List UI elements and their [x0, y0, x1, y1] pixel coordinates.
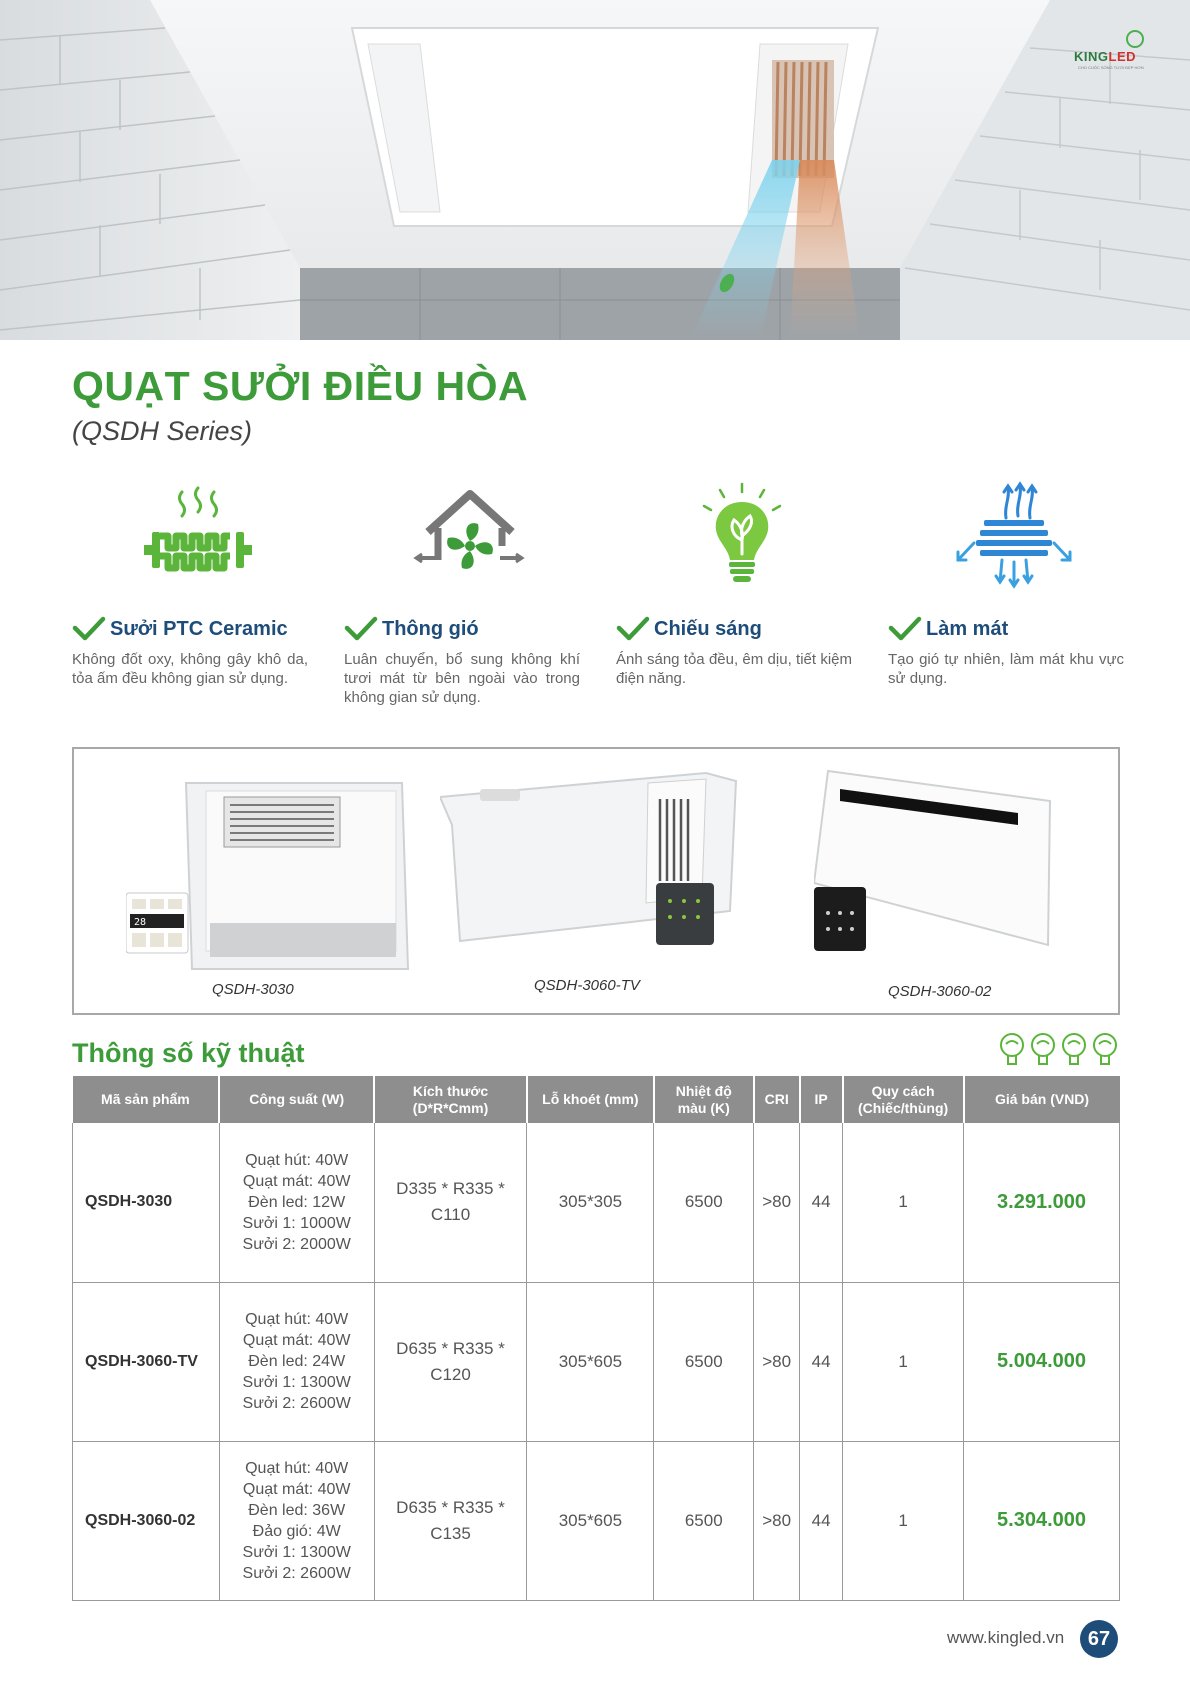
feature-name: Chiếu sáng [654, 617, 762, 640]
feature-ventilation [344, 480, 580, 707]
table-row [73, 1123, 1120, 1282]
table-header-row [73, 1076, 1120, 1123]
check-icon [344, 616, 378, 642]
product-image-qsdh-3060-02 [814, 769, 1064, 955]
cell-power: Quạt hút: 40W Quạt mát: 40W Đèn led: 12W Sưởi 1: 1000W Sưởi 2: 2000W [219, 1123, 374, 1282]
specs-title: Thông số kỹ thuật [72, 1038, 305, 1068]
feature-name: Thông gió [382, 617, 479, 640]
feature-desc: Tạo gió tự nhiên, làm mát khu vực sử dụng. [888, 651, 1124, 687]
cell-cct: 6500 [654, 1123, 754, 1282]
logo-text: KINGLED [1074, 49, 1136, 64]
cell-ip: 44 [800, 1123, 843, 1282]
col-header-price: Giá bán (VND) [964, 1076, 1120, 1123]
col-header-pack: Quy cách (Chiếc/thùng) [843, 1076, 964, 1123]
cell-price: 5.304.000 [964, 1441, 1120, 1600]
energy-saving-bulbs-icon [998, 1032, 1122, 1068]
table-row [73, 1282, 1120, 1441]
cell-cutout: 305*305 [527, 1123, 654, 1282]
feature-desc: Ánh sáng tỏa đều, êm dịu, tiết kiệm điện năng. [616, 651, 852, 687]
cell-pack: 1 [843, 1282, 964, 1441]
hero-banner [0, 0, 1190, 340]
cell-cct: 6500 [654, 1441, 754, 1600]
feature-heating [72, 480, 308, 688]
page-subtitle: (QSDH Series) [72, 416, 253, 446]
cell-size: D635 * R335 * C120 [374, 1282, 527, 1441]
product-image-qsdh-3030 [126, 775, 436, 975]
cell-power: Quạt hút: 40W Quạt mát: 40W Đèn led: 24W Sưởi 1: 1300W Sưởi 2: 2600W [219, 1282, 374, 1441]
cell-cri: >80 [754, 1123, 800, 1282]
hero-photo [0, 0, 1190, 340]
cell-price: 5.004.000 [964, 1282, 1120, 1441]
col-header-cct: Nhiệt độ màu (K) [654, 1076, 754, 1123]
cell-ip: 44 [800, 1441, 843, 1600]
col-header-cutout: Lỗ khoét (mm) [527, 1076, 654, 1123]
cell-pack: 1 [843, 1123, 964, 1282]
cell-power: Quạt hút: 40W Quạt mát: 40W Đèn led: 36W Đảo gió: 4W Sưởi 1: 1300W Sưởi 2: 2600W [219, 1441, 374, 1600]
product-caption: QSDH-3060-TV [534, 977, 640, 994]
house-fan-icon [410, 480, 530, 590]
cell-price: 3.291.000 [964, 1123, 1120, 1282]
check-icon [616, 616, 650, 642]
cell-cutout: 305*605 [527, 1282, 654, 1441]
cell-cri: >80 [754, 1282, 800, 1441]
cell-size: D635 * R335 * C135 [374, 1441, 527, 1600]
cell-size: D335 * R335 * C110 [374, 1123, 527, 1282]
feature-name: Làm mát [926, 617, 1009, 640]
product-gallery [72, 747, 1120, 1015]
product-caption: QSDH-3060-02 [888, 983, 992, 1000]
cooling-vent-icon [954, 480, 1074, 590]
cell-cri: >80 [754, 1441, 800, 1600]
table-row [73, 1441, 1120, 1600]
cell-pack: 1 [843, 1441, 964, 1600]
page-title: QUẠT SƯỞI ĐIỀU HÒA [72, 363, 529, 409]
specs-table [72, 1076, 1120, 1601]
cell-cutout: 305*605 [527, 1441, 654, 1600]
feature-desc: Luân chuyển, bổ sung không khí tươi mát từ bên ngoài vào trong không gian sử dụng. [344, 651, 580, 706]
product-caption: QSDH-3030 [212, 981, 294, 998]
cell-code: QSDH-3060-TV [73, 1282, 220, 1441]
cell-code: QSDH-3030 [73, 1123, 220, 1282]
col-header-power: Công suất (W) [219, 1076, 374, 1123]
brand-logo [1074, 30, 1154, 70]
check-icon [72, 616, 106, 642]
logo-tagline: CHO CUỘC SỐNG TƯƠI ĐẸP HƠN [1078, 65, 1144, 70]
feature-name: Sưởi PTC Ceramic [110, 617, 288, 640]
cell-code: QSDH-3060-02 [73, 1441, 220, 1600]
remote-display: 28 [134, 917, 147, 928]
cell-ip: 44 [800, 1282, 843, 1441]
col-header-size: Kích thước (D*R*Cmm) [374, 1076, 527, 1123]
feature-cooling [888, 480, 1124, 688]
feature-lighting [616, 480, 852, 688]
col-header-cri: CRI [754, 1076, 800, 1123]
feature-desc: Không đốt oxy, không gây khô da, tỏa ấm đều không gian sử dụng. [72, 651, 308, 687]
cell-cct: 6500 [654, 1282, 754, 1441]
page-number: 67 [1080, 1620, 1118, 1658]
heater-icon [138, 480, 258, 590]
col-header-ip: IP [800, 1076, 843, 1123]
logo-mark-icon [1126, 30, 1144, 48]
product-image-qsdh-3060-tv [440, 769, 740, 949]
footer-url[interactable]: www.kingled.vn [947, 1628, 1065, 1647]
col-header-code: Mã sản phẩm [73, 1076, 220, 1123]
lightbulb-icon [682, 480, 802, 590]
check-icon [888, 616, 922, 642]
